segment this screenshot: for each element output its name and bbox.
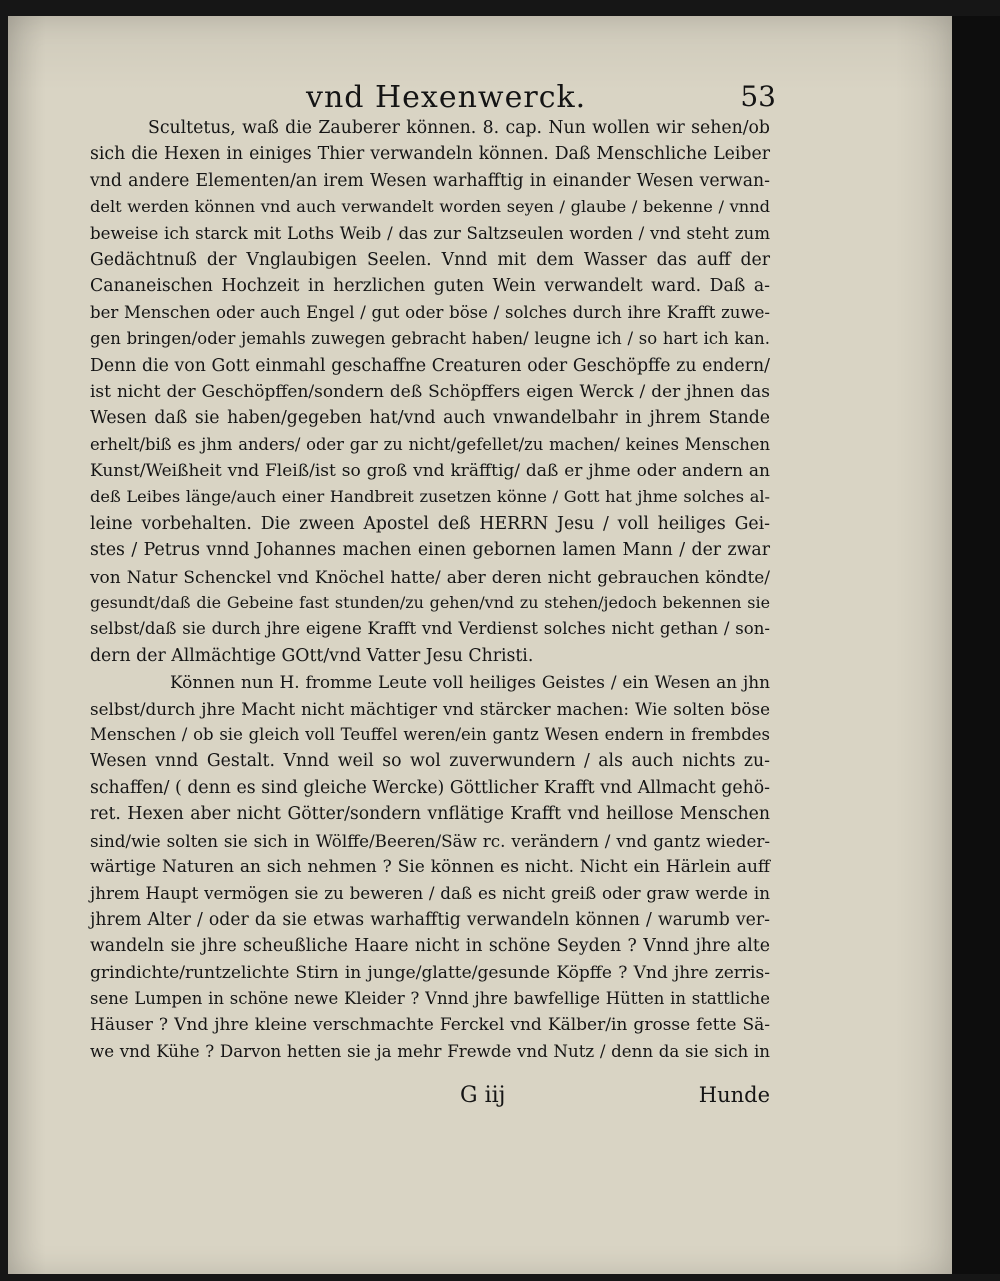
text-line: Cananeischen Hochzeit in herzlichen guten Wein verwandelt ward. Daß a-: [90, 276, 770, 297]
text-line: stes / Petrus vnnd Johannes machen einen gebornen lamen Mann / der zwar: [90, 540, 770, 561]
body-text: [90, 115, 770, 1065]
text-line: jhrem Haupt vermögen sie zu beweren / daß es nicht greiß oder graw werde in: [90, 883, 770, 904]
text-line: vnd andere Elementen/an irem Wesen warhafftig in einander Wesen verwan-: [90, 170, 770, 191]
text-line: erhelt/biß es jhm anders/ oder gar zu nicht/gefellet/zu machen/ keines Menschen: [90, 434, 770, 454]
page-footer: [460, 1083, 770, 1113]
running-head: vnd Hexenwerck.: [306, 80, 587, 115]
text-line: wandeln sie jhre scheußliche Haare nicht in schöne Seyden ? Vnnd jhre alte: [90, 936, 770, 957]
text-line: Denn die von Gott einmahl geschaffne Creaturen oder Geschöpffe zu endern/: [90, 355, 770, 376]
text-line: dern der Allmächtige GOtt/vnd Vatter Jesu Christi.: [90, 645, 534, 666]
text-line: ber Menschen oder auch Engel / gut oder böse / solches durch ihre Krafft zuwe-: [90, 302, 770, 322]
catchword: Hunde: [698, 1083, 770, 1107]
text-line: schaffen/ ( denn es sind gleiche Wercke) Göttlicher Krafft vnd Allmacht gehö-: [90, 777, 770, 798]
text-line: sene Lumpen in schöne newe Kleider ? Vnnd jhre bawfellige Hütten in stattliche: [90, 988, 770, 1008]
page-header: [306, 80, 776, 120]
page-number: 53: [740, 80, 776, 113]
text-line: wärtige Naturen an sich nehmen ? Sie können es nicht. Nicht ein Härlein auff: [90, 856, 770, 877]
text-line: ret. Hexen aber nicht Götter/sondern vnflätige Krafft vnd heillose Menschen: [90, 804, 770, 825]
text-line: von Natur Schenckel vnd Knöchel hatte/ aber deren nicht gebrauchen köndte/: [90, 566, 770, 587]
text-line: Menschen / ob sie gleich voll Teuffel weren/ein gantz Wesen endern in frembdes: [90, 724, 770, 744]
text-line: Gedächtnuß der Vnglaubigen Seelen. Vnnd mit dem Wasser das auff der: [90, 249, 770, 270]
text-line: sind/wie solten sie sich in Wölffe/Beeren/Säw rc. verändern / vnd gantz wieder-: [90, 830, 770, 851]
text-line: Kunst/Weißheit vnd Fleiß/ist so groß vnd kräfftig/ daß er jhme oder andern an: [90, 461, 770, 482]
text-line: sich die Hexen in einiges Thier verwandeln können. Daß Menschliche Leiber: [90, 144, 770, 165]
text-line: Können nun H. fromme Leute voll heiliges Geistes / ein Wesen an jhn: [170, 672, 770, 693]
text-line: grindichte/runtzelichte Stirn in junge/glatte/gesunde Köpffe ? Vnd jhre zerris-: [90, 962, 770, 983]
text-line: gesundt/daß die Gebeine fast stunden/zu gehen/vnd zu stehen/jedoch bekennen sie: [90, 593, 770, 613]
text-line: deß Leibes länge/auch einer Handbreit zusetzen könne / Gott hat jhme solches al-: [90, 487, 770, 507]
text-line: delt werden können vnd auch verwandelt worden seyen / glaube / bekenne / vnnd: [90, 197, 770, 217]
text-line: ist nicht der Geschöpffen/sondern deß Schöpffers eigen Werck / der jhnen das: [90, 381, 770, 402]
text-line: Häuser ? Vnd jhre kleine verschmachte Ferckel vnd Kälber/in grosse fette Sä-: [90, 1015, 770, 1036]
scan-edge: [952, 16, 1000, 1274]
text-line: jhrem Alter / oder da sie etwas warhafftig verwandeln können / warumb ver-: [90, 909, 770, 930]
text-line: Wesen daß sie haben/gegeben hat/vnd auch vnwandelbahr in jhrem Stande: [90, 408, 770, 429]
text-line: selbst/daß sie durch jhre eigene Krafft vnd Verdienst solches nicht gethan / son-: [90, 619, 770, 639]
text-line: Wesen vnnd Gestalt. Vnnd weil so wol zuverwundern / als auch nichts zu-: [90, 751, 770, 772]
text-line: Scultetus, waß die Zauberer können. 8. cap. Nun wollen wir sehen/ob: [148, 118, 770, 138]
text-line: selbst/durch jhre Macht nicht mächtiger vnd stärcker machen: Wie solten böse: [90, 698, 770, 719]
text-line: beweise ich starck mit Loths Weib / das zur Saltzseulen worden / vnd steht zum: [90, 223, 770, 243]
text-line: leine vorbehalten. Die zween Apostel deß HERRN Jesu / voll heiliges Gei-: [90, 513, 770, 534]
text-line: we vnd Kühe ? Darvon hetten sie ja mehr Frewde vnd Nutz / denn da sie sich in: [90, 1041, 770, 1061]
signature-mark: G iij: [460, 1083, 506, 1108]
text-line: gen bringen/oder jemahls zuwegen gebracht haben/ leugne ich / so hart ich kan.: [90, 329, 770, 349]
